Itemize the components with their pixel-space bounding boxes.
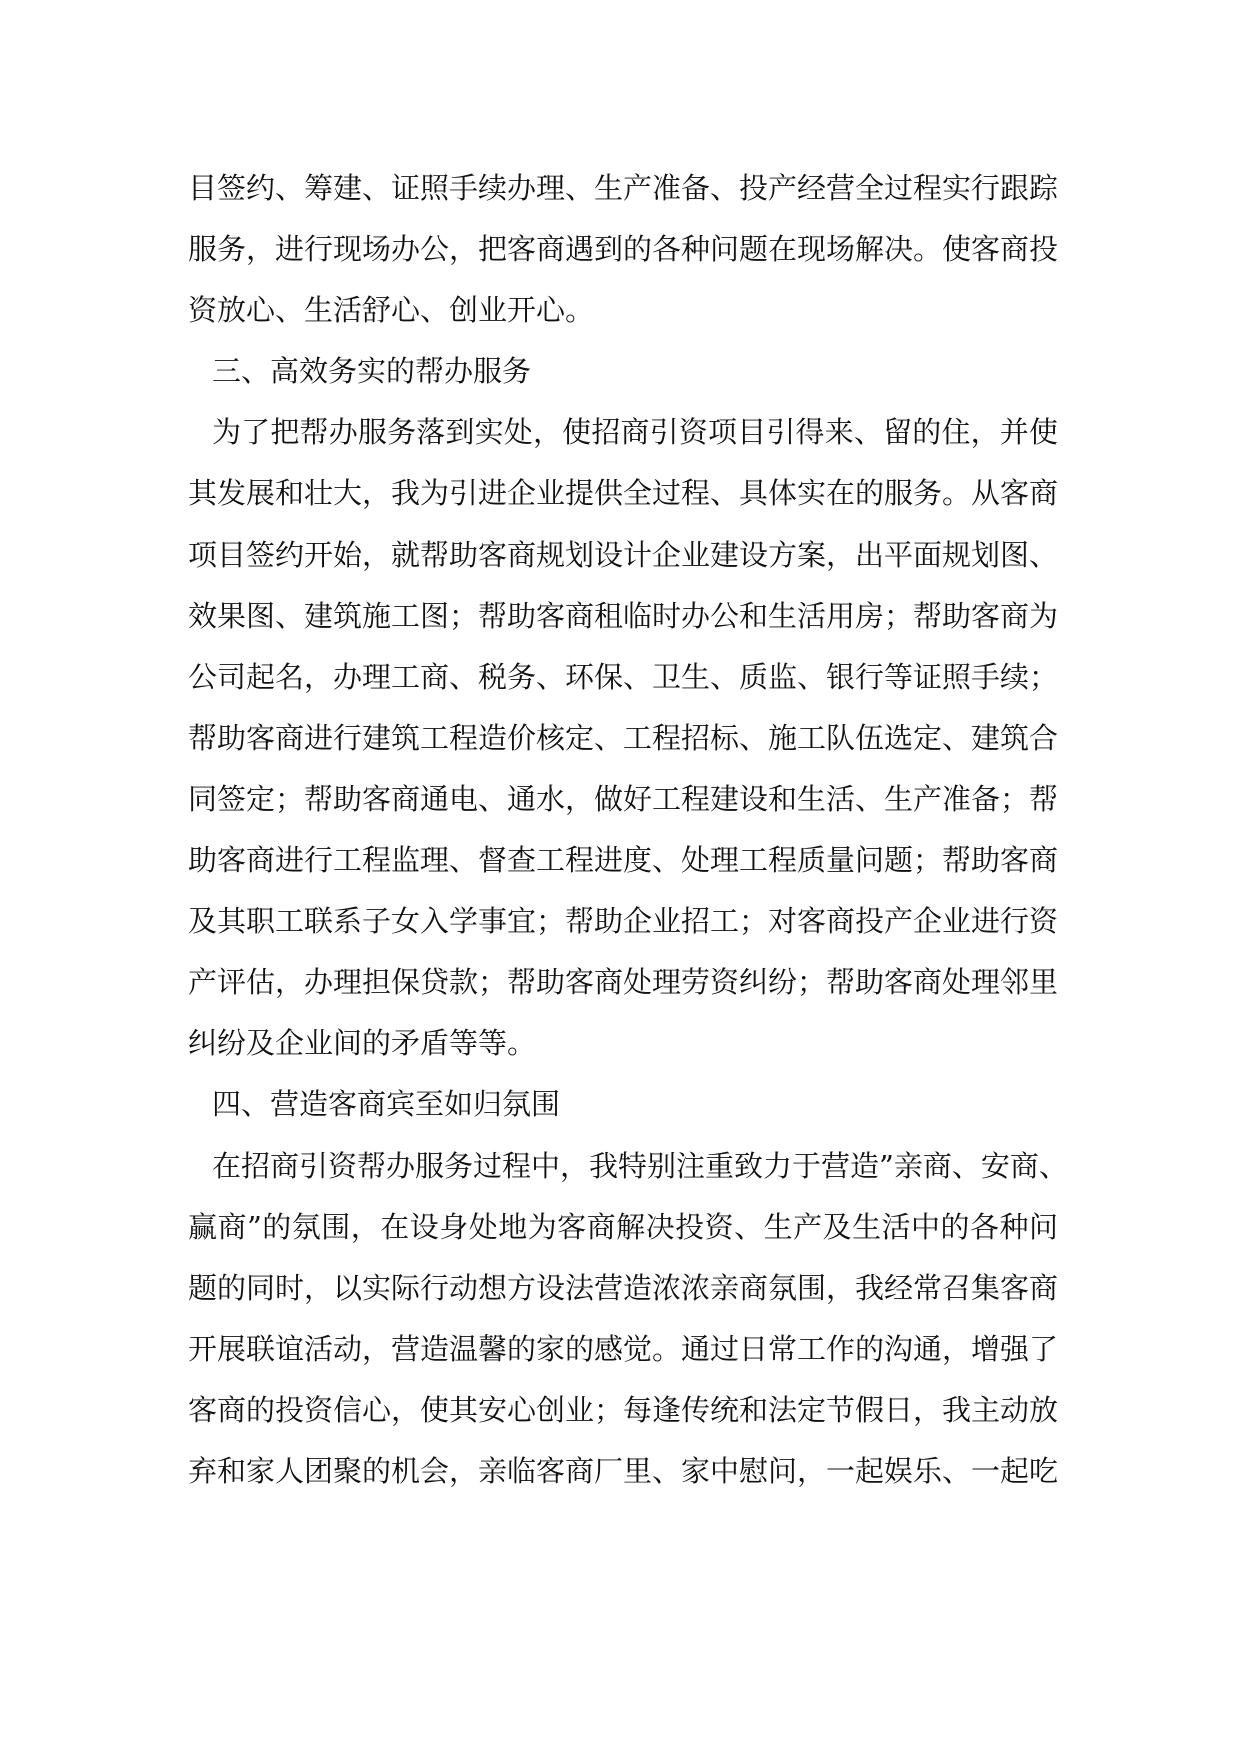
text-line: 弃和家人团聚的机会，亲临客商厂里、家中慰问，一起娱乐、一起吃 <box>188 1453 1059 1488</box>
text-line: 效果图、建筑施工图；帮助客商租临时办公和生活用房；帮助客商为 <box>188 598 1059 633</box>
text-line: 为了把帮办服务落到实处，使招商引资项目引得来、留的住，并使 <box>212 415 1058 450</box>
text-line: 纠纷及企业间的矛盾等等。 <box>188 1026 537 1061</box>
text-line: 产评估，办理担保贷款；帮助客商处理劳资纠纷；帮助客商处理邻里 <box>188 965 1059 1000</box>
text-line: 客商的投资信心，使其安心创业；每逢传统和法定节假日，我主动放 <box>188 1392 1059 1427</box>
text-line: 目签约、筹建、证照手续办理、生产准备、投产经营全过程实行跟踪 <box>188 171 1059 205</box>
text-line: 助客商进行工程监理、督查工程进度、处理工程质量问题；帮助客商 <box>188 843 1059 878</box>
text-line: 帮助客商进行建筑工程造价核定、工程招标、施工队伍选定、建筑合 <box>188 720 1059 755</box>
text-line: 题的同时，以实际行动想方设法营造浓浓亲商氛围，我经常召集客商 <box>188 1270 1059 1305</box>
text-line: 及其职工联系子女入学事宜；帮助企业招工；对客商投产企业进行资 <box>188 904 1059 939</box>
text-line: 同签定；帮助客商通电、通水，做好工程建设和生活、生产准备；帮 <box>188 781 1059 816</box>
text-line: 三、高效务实的帮办服务 <box>212 354 532 389</box>
body-text <box>188 158 1068 1502</box>
text-line: 四、营造客商宾至如归氛围 <box>212 1087 561 1122</box>
text-line: 项目签约开始，就帮助客商规划设计企业建设方案，出平面规划图、 <box>188 537 1059 572</box>
text-line: 在招商引资帮办服务过程中，我特别注重致力于营造”亲商、安商、 <box>212 1148 1068 1183</box>
text-line: 资放心、生活舒心、创业开心。 <box>188 293 595 328</box>
text-line: 服务，进行现场办公，把客商遇到的各种问题在现场解决。使客商投 <box>188 232 1059 267</box>
text-line: 开展联谊活动，营造温馨的家的感觉。通过日常工作的沟通，增强了 <box>188 1331 1059 1366</box>
text-line: 公司起名，办理工商、税务、环保、卫生、质监、银行等证照手续； <box>188 659 1059 694</box>
text-line: 赢商”的氛围，在设身处地为客商解决投资、生产及生活中的各种问 <box>188 1209 1058 1244</box>
text-line: 其发展和壮大，我为引进企业提供全过程、具体实在的服务。从客商 <box>188 476 1059 511</box>
